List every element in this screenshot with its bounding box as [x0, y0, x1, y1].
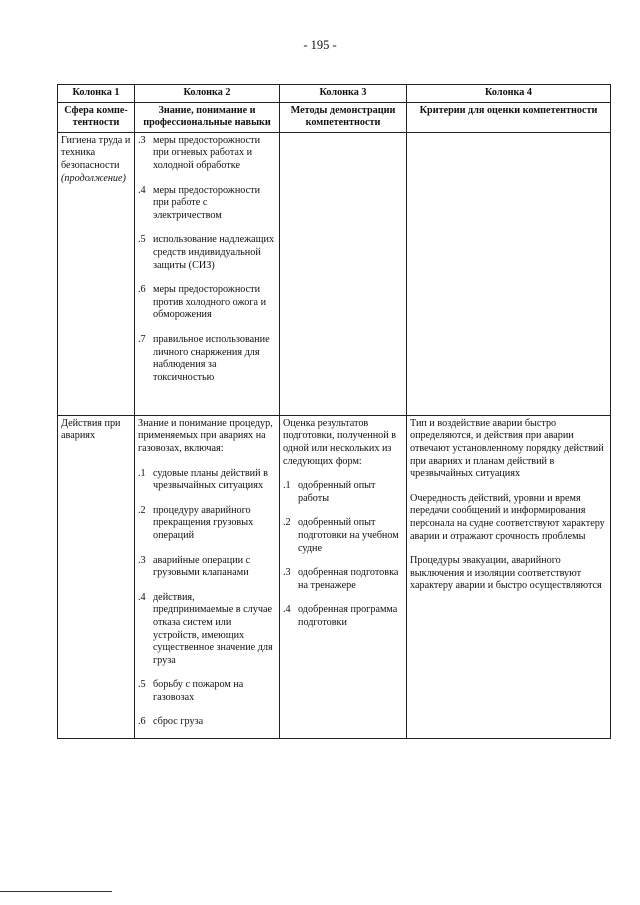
table-row-safety — [58, 132, 611, 415]
list-item: .7 правильное использование личного снаряжения для наблюдения за токсичностью — [138, 333, 270, 383]
list-item: .3 меры предосторожности при огневых работах и холодной обработке — [138, 134, 261, 171]
column-header-3: Колонка 3 — [280, 85, 407, 103]
criteria-cell-empty — [407, 132, 611, 415]
list-item: .2 одобренный опыт подготовки на учебном судне — [283, 517, 399, 554]
list-item: .4 одобренная программа подготовки — [283, 604, 398, 628]
column-header-2: Колонка 2 — [135, 85, 280, 103]
list-item: .5 борьбу с пожаром на газовозах — [138, 679, 244, 703]
column-title-row — [58, 102, 611, 132]
list-item: .5 использование надлежащих средств индивидуальной защиты (СИЗ) — [138, 234, 275, 271]
column-header-1: Колонка 1 — [58, 85, 135, 103]
competence-cell — [58, 132, 135, 415]
list-item: .4 действия, предпринимаемые в случае отказа систем или устройств, имеющих существенное значение для груза — [138, 591, 273, 666]
page-number: - 195 - — [303, 38, 337, 52]
list-item: .3 аварийные операции с грузовыми клапанами — [138, 554, 251, 579]
footnote-separator — [0, 891, 112, 892]
criteria-paragraph: Очередность действий, уровни и время передачи сообщений и информирования персонала на судне соответствуют характеру аварии и отражают срочность проблемы — [410, 492, 605, 542]
list-item: .6 сброс груза — [138, 716, 204, 728]
methods-cell — [280, 415, 407, 738]
knowledge-cell — [135, 132, 280, 415]
criteria-paragraph: Тип и воздействие аварии быстро определяются, и действия при аварии отвечают установленному порядку действий при авариях и планам действий в чрезвычайных ситуациях — [410, 417, 604, 480]
methods-cell-empty — [280, 132, 407, 415]
criteria-paragraph: Процедуры эвакуации, аварийного выключения и изоляции соответствуют характеру аварии и быстро осуществляются — [410, 555, 602, 592]
list-item: .2 процедуру аварийного прекращения грузовых операций — [138, 504, 254, 541]
knowledge-intro: Знание и понимание процедур, применяемых при авариях на газовозах, включая: — [138, 417, 273, 454]
list-item: .1 одобренный опыт работы — [283, 480, 376, 504]
knowledge-header: Знание, понимание и профессиональные навыки — [135, 102, 280, 132]
column-header-4: Колонка 4 — [407, 85, 611, 103]
competence-name: Гигиена труда и техника безопасности — [61, 134, 131, 171]
list-item: .4 меры предосторожности при работе с электричеством — [138, 184, 261, 221]
list-item: .3 одобренная подготовка на тренажере — [283, 567, 399, 591]
table-row-emergency — [58, 415, 611, 738]
competence-cell: Действия при авариях — [58, 415, 135, 738]
criteria-header: Критерии для оценки компетентности — [407, 102, 611, 132]
methods-intro: Оценка результатов подготовки, полученной в одной или нескольких из следующих форм: — [283, 417, 397, 467]
methods-header: Методы демонстрации компетентности — [280, 102, 407, 132]
competence-table — [57, 84, 611, 739]
list-item: .1 судовые планы действий в чрезвычайных ситуациях — [138, 467, 268, 492]
knowledge-cell — [135, 415, 280, 738]
column-number-row — [58, 85, 611, 103]
criteria-cell — [407, 415, 611, 738]
list-item: .6 меры предосторожности против холодного ожога и обморожения — [138, 284, 267, 321]
competence-note: (продолжение) — [61, 172, 126, 184]
competence-header: Сфера компе-тентности — [58, 102, 135, 132]
